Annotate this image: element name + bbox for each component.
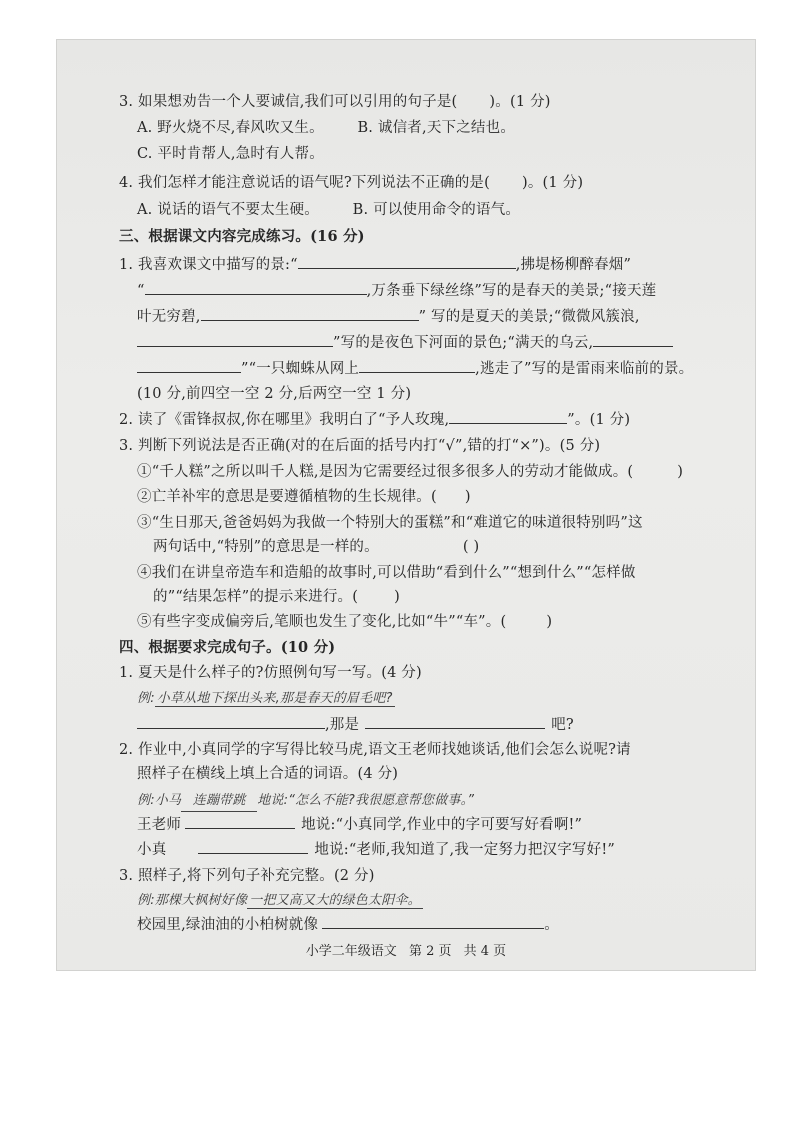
judge-item-2 <box>137 487 471 507</box>
s3-q1-text: ” 写的是夏天的美景;“微微风簇浪, <box>418 309 640 325</box>
option-a: A. 野火烧不尽,春风吹又生。 <box>137 120 324 136</box>
fill-blank[interactable] <box>201 306 419 321</box>
footer-total-pages: 共 4 页 <box>463 944 507 959</box>
paren-close: ) <box>677 464 684 480</box>
question-3-options-row2 <box>137 144 324 164</box>
judge-item-text: ⑤有些字变成偏旁后,笔顺也发生了变化,比如“牛”“车”。( <box>137 614 507 630</box>
speech-text: 地说:“老师,我知道了,我一定努力把汉字写好!” <box>314 842 615 858</box>
s3-q1-text: ”“一只蜘蛛从网上 <box>241 361 360 377</box>
judge-item-3-cont <box>153 537 479 557</box>
fill-text: ,那是 <box>325 717 360 733</box>
s3-q1-text: 1. 我喜欢课文中描写的景:“ <box>119 257 298 273</box>
section-4-title: 四、根据要求完成句子。(10 分) <box>119 639 336 656</box>
s4-q2-stem-cont: 照样子在横线上填上合适的词语。(4 分) <box>137 766 399 782</box>
fill-blank[interactable] <box>322 914 544 929</box>
question-3-stem: 3. 如果想劝告一个人要诚信,我们可以引用的句子是( <box>119 94 458 110</box>
speaker-label: 小真 <box>137 842 167 858</box>
fill-blank[interactable] <box>145 280 367 295</box>
speech-text: 地说:“小真同学,作业中的字可要写好看啊!” <box>301 817 583 833</box>
option-c: C. 平时肯帮人,急时有人帮。 <box>137 146 324 162</box>
option-a: A. 说话的语气不要太生硬。 <box>137 202 319 218</box>
fill-text: 吧? <box>551 717 574 733</box>
fill-blank[interactable] <box>593 332 673 347</box>
judge-item-5 <box>137 612 552 632</box>
question-4-stem: 4. 我们怎样才能注意说话的语气呢?下列说法不正确的是( <box>119 175 490 191</box>
judge-item-1 <box>137 462 683 482</box>
s4-q2-stem: 2. 作业中,小真同学的字写得比较马虎,语文王老师找她谈话,他们会怎么说呢?请 <box>119 742 631 758</box>
example-word: 连蹦带跳 <box>181 791 257 812</box>
example-sentence: 地说:“怎么不能?我很愿意帮您做事。” <box>257 793 475 808</box>
judge-item-text: 的”“结果怎样”的提示来进行。( <box>153 589 359 605</box>
question-4-score: )。(1 分) <box>521 175 584 191</box>
s3-q1-scoring: (10 分,前四空一空 2 分,后两空一空 1 分) <box>137 386 412 402</box>
s4-q2-student <box>137 839 615 860</box>
footer-page-number: 第 2 页 <box>408 944 452 959</box>
fill-text: 。 <box>544 917 559 933</box>
s4-q1-fill <box>137 714 574 735</box>
fill-text: 校园里,绿油油的小柏树就像 <box>137 917 319 933</box>
example-sentence: 小草从地下探出头来,那是春天的眉毛吧? <box>156 691 393 706</box>
fill-blank[interactable] <box>137 714 325 729</box>
fill-blank[interactable] <box>365 714 545 729</box>
s4-q1-stem: 1. 夏天是什么样子的?仿照例句写一写。(4 分) <box>119 665 422 681</box>
judge-item-text: ③“生日那天,爸爸妈妈为我做一个特别大的蛋糕”和“难道它的味道很特别吗”这 <box>137 515 643 531</box>
speaker-label: 王老师 <box>137 817 182 833</box>
question-3 <box>119 92 551 112</box>
paren-close: ) <box>394 589 400 605</box>
judge-item-text: ②亡羊补牢的意思是要遵循植物的生长规律。( <box>137 489 437 505</box>
exam-page <box>57 40 755 970</box>
page-footer <box>57 940 755 959</box>
s3-q1-text: ,万条垂下绿丝绦”写的是春天的美景;“接天莲 <box>366 283 657 299</box>
s4-q3-fill <box>137 914 559 935</box>
section-3-title: 三、根据课文内容完成练习。(16 分) <box>119 228 365 245</box>
option-b: B. 诚信者,天下之结也。 <box>357 120 516 136</box>
s4-q3-stem: 3. 照样子,将下列句子补充完整。(2 分) <box>119 868 375 884</box>
s3-q1-line1 <box>119 254 631 275</box>
s3-q1-text: ,逃走了”写的是雷雨来临前的景。 <box>475 361 694 377</box>
s4-q3-example <box>137 890 423 911</box>
example-label: 例: <box>137 691 155 706</box>
fill-blank[interactable] <box>137 358 241 373</box>
paren-close: ) <box>546 614 553 630</box>
judge-item-3 <box>137 513 643 533</box>
fill-blank[interactable] <box>198 839 308 854</box>
question-4 <box>119 173 583 193</box>
footer-subject: 小学二年级语文 <box>305 944 397 959</box>
s3-q1-line2 <box>137 280 656 301</box>
judge-item-text: 两句话中,“特别”的意思是一样的。 <box>153 539 379 555</box>
fill-blank[interactable] <box>137 332 333 347</box>
fill-blank[interactable] <box>185 814 295 829</box>
judge-item-4 <box>137 563 636 583</box>
s3-q1-text: ,拂堤杨柳醉春烟” <box>515 257 632 273</box>
s3-q2-text: 2. 读了《雷锋叔叔,你在哪里》我明白了“予人玫瑰, <box>119 412 450 428</box>
s3-q1-line3 <box>137 306 640 327</box>
judge-item-text: ①“千人糕”之所以叫千人糕,是因为它需要经过很多很多人的劳动才能做成。( <box>137 464 634 480</box>
fill-blank[interactable] <box>359 358 475 373</box>
judge-item-4-cont <box>153 587 400 607</box>
s3-q1-text: 叶无穷碧, <box>137 309 201 325</box>
fill-blank[interactable] <box>449 409 567 424</box>
question-3-options-row1 <box>137 118 515 138</box>
option-b: B. 可以使用命令的语气。 <box>352 202 521 218</box>
fill-blank[interactable] <box>298 254 516 269</box>
answer-paren[interactable]: ( ) <box>462 539 480 555</box>
s3-q1-text: ”写的是夜色下河面的景色;“满天的乌云, <box>333 335 594 351</box>
question-3-score: )。(1 分) <box>489 94 551 110</box>
paren-close: ) <box>464 489 471 505</box>
s4-q1-example <box>137 688 395 709</box>
example-sentence: 一把又高又大的绿色太阳伞。 <box>249 893 421 908</box>
s4-q2-example <box>137 790 474 812</box>
question-4-options <box>137 200 520 220</box>
s3-q1-line4 <box>137 332 673 353</box>
judge-item-text: ④我们在讲皇帝造车和造船的故事时,可以借助“看到什么”“想到什么”“怎样做 <box>137 565 636 581</box>
s3-q2 <box>119 409 630 430</box>
s3-q3-stem: 3. 判断下列说法是否正确(对的在后面的括号内打“√”,错的打“×”)。(5 分) <box>119 438 601 454</box>
s3-q2-text: ”。(1 分) <box>567 412 631 428</box>
s4-q2-teacher <box>137 814 582 835</box>
example-label: 例:小马 <box>137 793 182 808</box>
s3-q1-text: “ <box>137 283 145 299</box>
s3-q1-line5 <box>137 358 693 379</box>
example-label: 例:那棵大枫树好像 <box>137 893 248 908</box>
